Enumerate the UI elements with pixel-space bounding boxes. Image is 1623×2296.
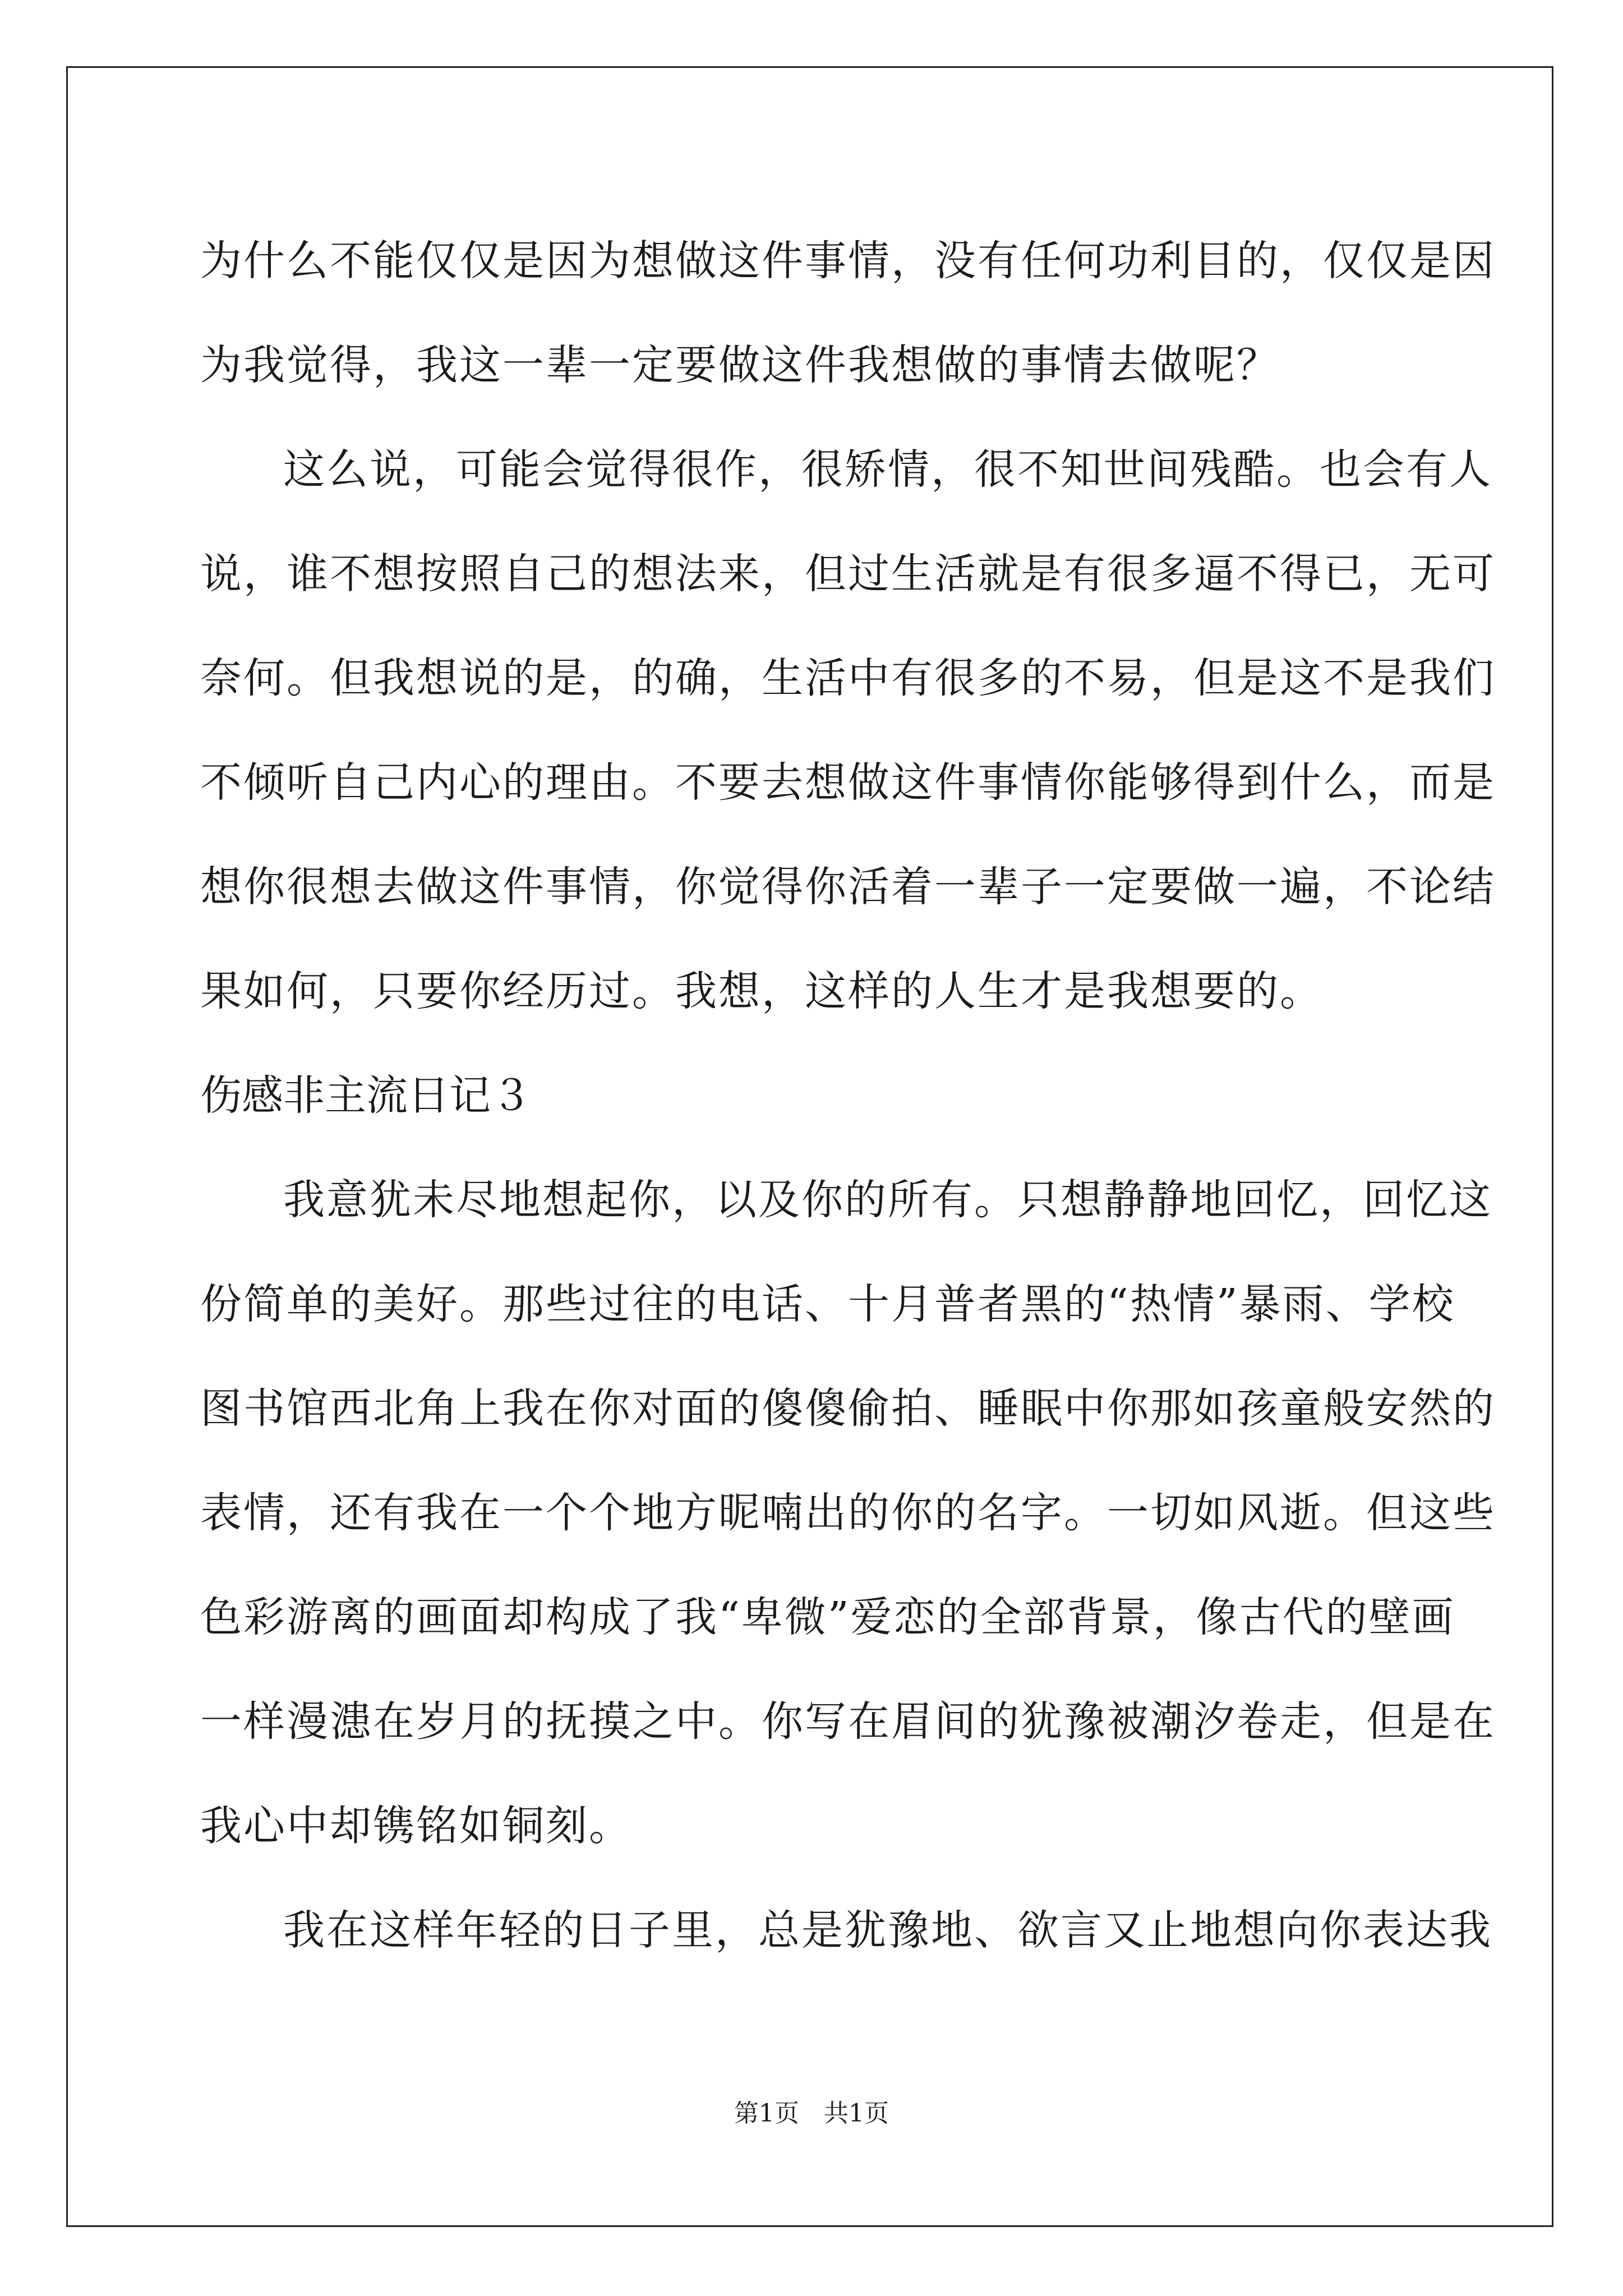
text-line: 色彩游离的画面却构成了我“卑微”爱恋的全部背景，像古代的壁画 [200, 1593, 1455, 1641]
text-line: 奈何。但我想说的是，的确，生活中有很多的不易，但是这不是我们 [200, 654, 1496, 702]
page-footer: 第1页 共1页 [734, 2099, 889, 2128]
text-line: 份简单的美好。那些过往的电话、十月普者黑的“热情”暴雨、学校 [200, 1280, 1455, 1328]
paragraph-first-line: 我意犹未尽地想起你，以及你的所有。只想静静地回忆，回忆这 [283, 1176, 1492, 1224]
text-line: 说，谁不想按照自己的想法来，但过生活就是有很多逼不得已，无可 [200, 550, 1496, 598]
paragraph-first-line: 我在这样年轻的日子里，总是犹豫地、欲言又止地想向你表达我 [283, 1906, 1492, 1954]
paragraph-first-line: 这么说，可能会觉得很作，很矫情，很不知世间残酷。也会有人 [283, 445, 1492, 494]
text-line: 为我觉得，我这一辈一定要做这件我想做的事情去做呢？ [200, 341, 1280, 389]
section-heading: 伤感非主流日记３ [200, 1071, 532, 1120]
text-line: 一样漫漶在岁月的抚摸之中。你写在眉间的犹豫被潮汐卷走，但是在 [200, 1697, 1496, 1746]
document-body [200, 209, 1496, 1982]
text-line: 不倾听自己内心的理由。不要去想做这件事情你能够得到什么，而是 [200, 758, 1496, 807]
text-line: 果如何，只要你经历过。我想，这样的人生才是我想要的。 [200, 967, 1323, 1015]
text-line: 为什么不能仅仅是因为想做这件事情，没有任何功利目的，仅仅是因 [200, 237, 1496, 285]
text-line: 想你很想去做这件事情，你觉得你活着一辈子一定要做一遍，不论结 [200, 863, 1496, 911]
text-line: 表情，还有我在一个个地方昵喃出的你的名字。一切如风逝。但这些 [200, 1489, 1496, 1537]
text-line: 我心中却镌铭如铜刻。 [200, 1802, 632, 1850]
text-line: 图书馆西北角上我在你对面的傻傻偷拍、睡眠中你那如孩童般安然的 [200, 1384, 1496, 1433]
